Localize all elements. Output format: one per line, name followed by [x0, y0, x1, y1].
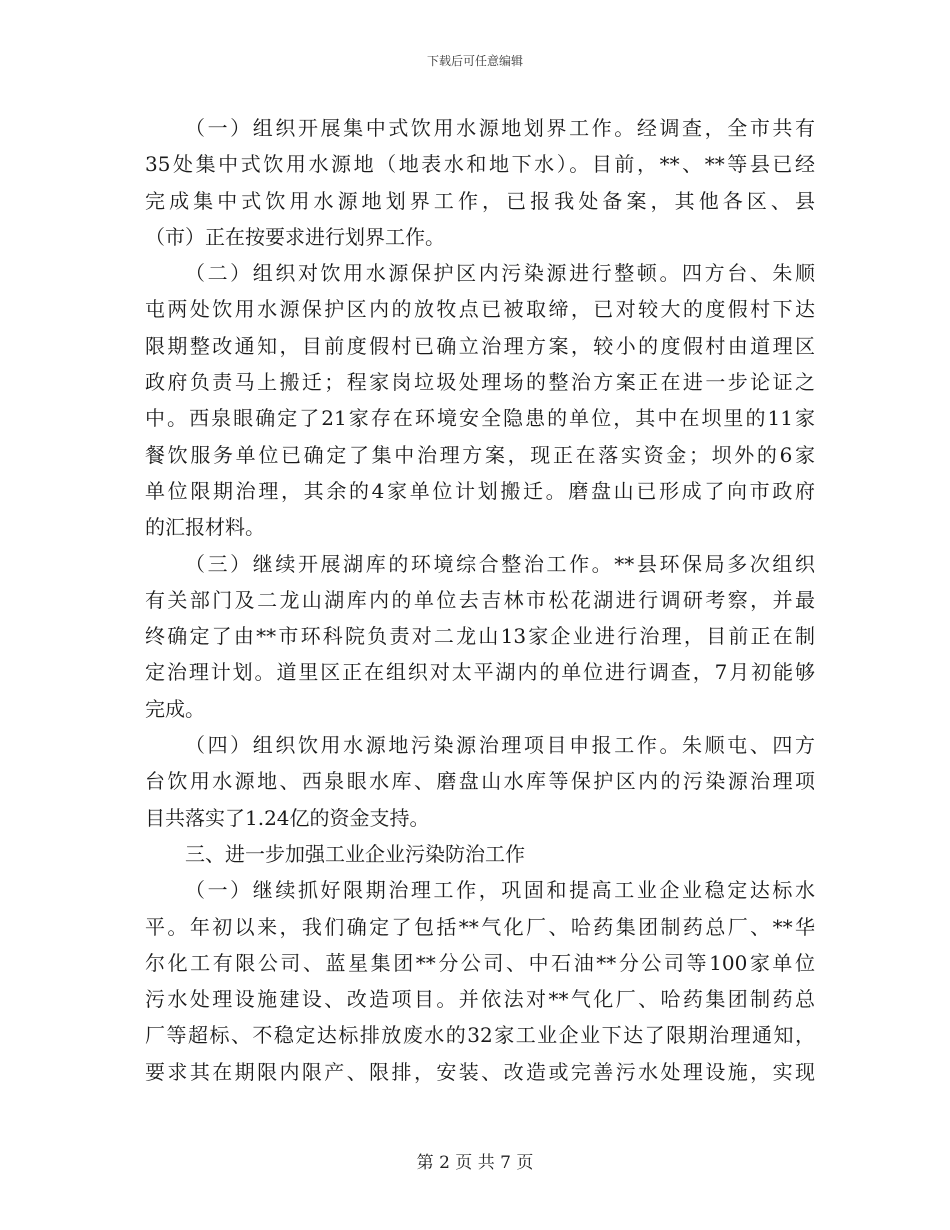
text-line: 单位限期治理，其余的4家单位计划搬迁。磨盘山已形成了向市政府	[145, 478, 815, 503]
text-line: 中。西泉眼确定了21家存在环境安全隐患的单位，其中在坝里的11家	[145, 406, 815, 431]
text-line: 平。年初以来，我们确定了包括**气化厂、哈药集团制药总厂、**华	[145, 914, 815, 939]
text-line: 的汇报材料。	[145, 515, 265, 540]
text-line: 完成集中式饮用水源地划界工作，已报我处备案，其他各区、县	[145, 188, 815, 213]
text-line: 三、进一步加强工业企业污染防治工作	[185, 841, 525, 866]
text-line: 污水处理设施建设、改造项目。并依法对**气化厂、哈药集团制药总	[145, 987, 815, 1012]
text-line: 限期整改通知，目前度假村已确立治理方案，较小的度假村由道理区	[145, 333, 815, 358]
text-line: 有关部门及二龙山湖库内的单位去吉林市松花湖进行调研考察，并最	[145, 587, 815, 612]
text-line: 尔化工有限公司、蓝星集团**分公司、中石油**分公司等100家单位	[145, 950, 815, 975]
text-line: 餐饮服务单位已确定了集中治理方案，现正在落实资金；坝外的6家	[145, 442, 815, 467]
text-line: （一）继续抓好限期治理工作，巩固和提高工业企业稳定达标水	[185, 878, 815, 903]
text-line: 目共落实了1.24亿的资金支持。	[145, 805, 430, 830]
text-line: （三）继续开展湖库的环境综合整治工作。**县环保局多次组织	[185, 551, 815, 576]
text-line: 要求其在期限内限产、限排，安装、改造或完善污水处理设施，实现	[145, 1059, 815, 1084]
page-header-note: 下载后可任意编辑	[426, 54, 523, 68]
text-line: （四）组织饮用水源地污染源治理项目申报工作。朱顺屯、四方	[185, 733, 815, 758]
text-line: （一）组织开展集中式饮用水源地划界工作。经调查，全市共有	[185, 116, 815, 140]
text-line: 定治理计划。道里区正在组织对太平湖内的单位进行调查，7月初能够	[145, 660, 815, 685]
text-line: （二）组织对饮用水源保护区内污染源进行整顿。四方台、朱顺	[185, 261, 815, 286]
text-line: 35处集中式饮用水源地（地表水和地下水）。目前，**、**等县已经	[145, 152, 815, 177]
text-line: 完成。	[145, 696, 205, 721]
text-line: 厂等超标、不稳定达标排放废水的32家工业企业下达了限期治理通知，	[145, 1023, 815, 1048]
text-line: 屯两处饮用水源保护区内的放牧点已被取缔，已对较大的度假村下达	[145, 297, 815, 322]
text-line: （市）正在按要求进行划界工作。	[145, 224, 445, 249]
document-body	[145, 110, 815, 1090]
text-line: 台饮用水源地、西泉眼水库、磨盘山水库等保护区内的污染源治理项	[145, 769, 815, 794]
page-number: 第 2 页 共 7 页	[416, 1153, 534, 1173]
text-line: 政府负责马上搬迁；程家岗垃圾处理场的整治方案正在进一步论证之	[145, 370, 815, 395]
text-line: 终确定了由**市环科院负责对二龙山13家企业进行治理，目前正在制	[145, 624, 815, 649]
